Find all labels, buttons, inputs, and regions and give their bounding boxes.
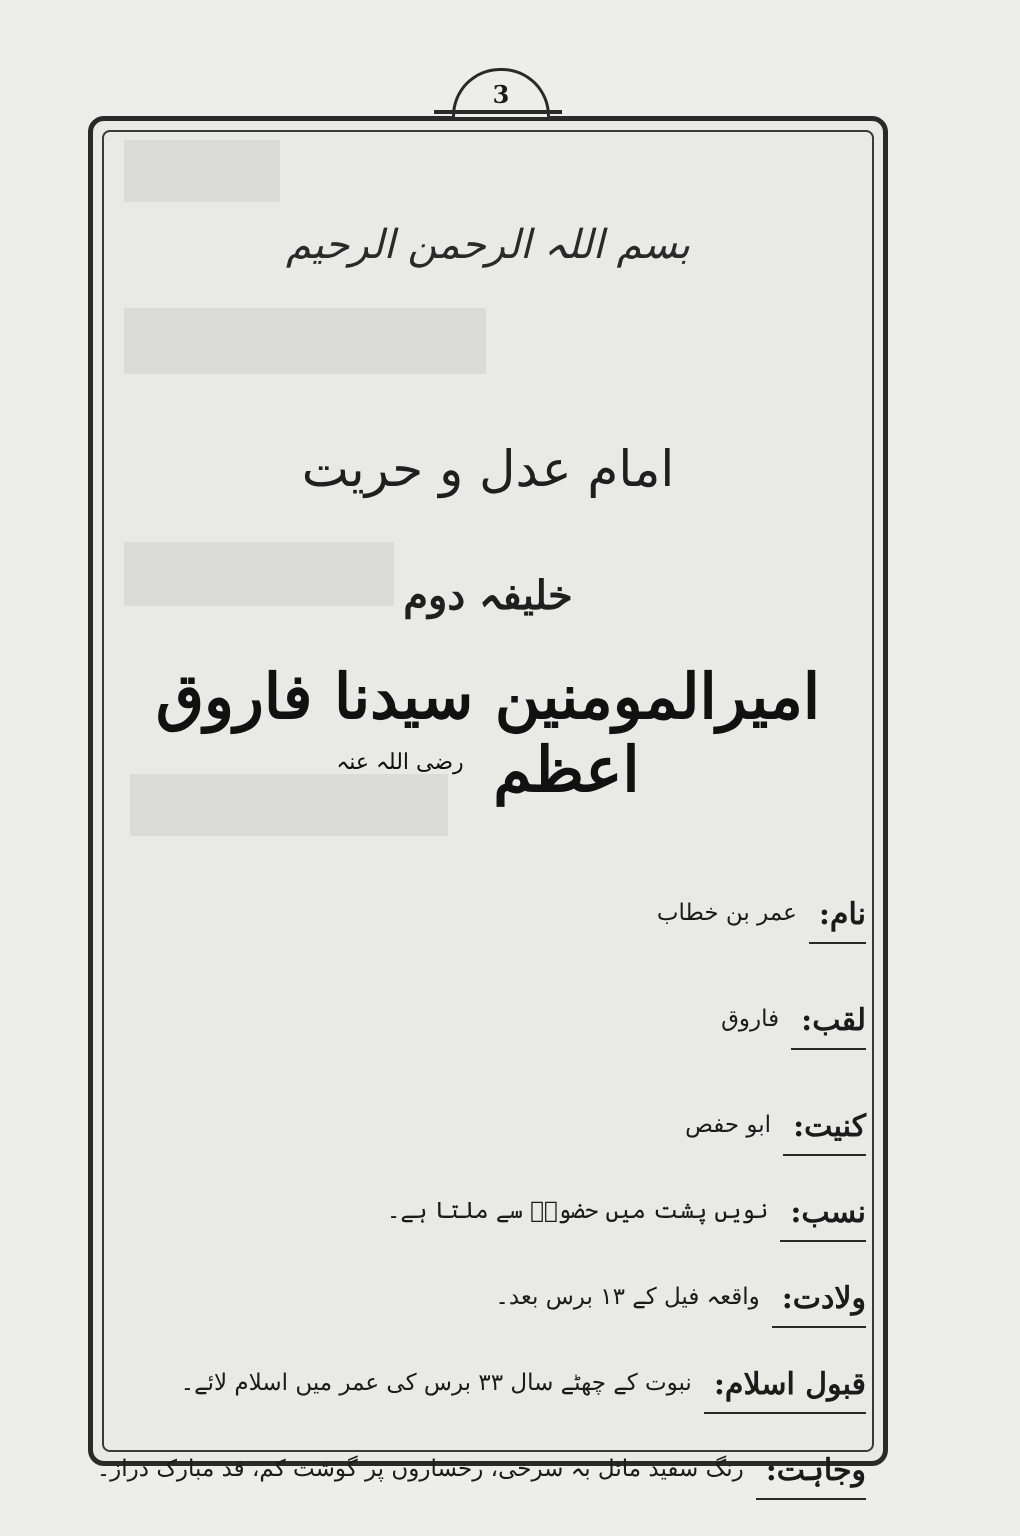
page-number: 3: [492, 79, 510, 109]
honorific: رضی اللہ عنہ: [336, 750, 464, 776]
basmala: بسم اللہ الرحمن الرحیم: [285, 222, 691, 268]
detail-value: فاروق: [721, 1006, 780, 1032]
detail-label: ولادت:: [772, 1281, 866, 1328]
detail-label: وجاہت:: [756, 1453, 866, 1500]
detail-label: کنیت:: [783, 1109, 866, 1156]
heading-line-2: خلیفہ دوم: [403, 572, 573, 619]
detail-label: قبول اسلام:: [704, 1367, 866, 1414]
detail-value: واقعہ فیل کے ۱۳ برس بعد۔: [495, 1284, 760, 1310]
detail-row-name: [126, 838, 866, 944]
heading-line-1: امام عدل و حریت: [301, 440, 675, 498]
main-title: امیرالمومنین سیدنا فاروق اعظم: [155, 660, 821, 806]
detail-value: ابو حفص: [685, 1112, 772, 1138]
detail-row-lineage: [126, 1156, 866, 1242]
detail-value: رنگ سفید مائل بہ سرخی، رخساروں پر گوشت کم، قد مبارک دراز۔: [96, 1456, 744, 1482]
heading-line-3: [102, 660, 874, 806]
biography-details: [96, 838, 866, 1500]
detail-label: نسب:: [780, 1195, 866, 1242]
detail-row-appearance: [96, 1414, 866, 1500]
detail-row-islam: [126, 1328, 866, 1414]
detail-value: نبوت کے چھٹے سال ۳۳ برس کی عمر میں اسلام لائے۔: [180, 1370, 692, 1396]
detail-value: نویں پشت میں حضورؐ سے ملتا ہے۔: [386, 1198, 769, 1224]
detail-row-birth: [126, 1242, 866, 1328]
page-content: [96, 130, 874, 1488]
page-tab-base: [434, 110, 562, 114]
detail-row-title: [126, 944, 866, 1050]
detail-label: لقب:: [791, 1003, 866, 1050]
detail-row-kunya: [126, 1050, 866, 1156]
detail-value: عمر بن خطاب: [656, 900, 797, 926]
detail-label: نام:: [809, 897, 866, 944]
